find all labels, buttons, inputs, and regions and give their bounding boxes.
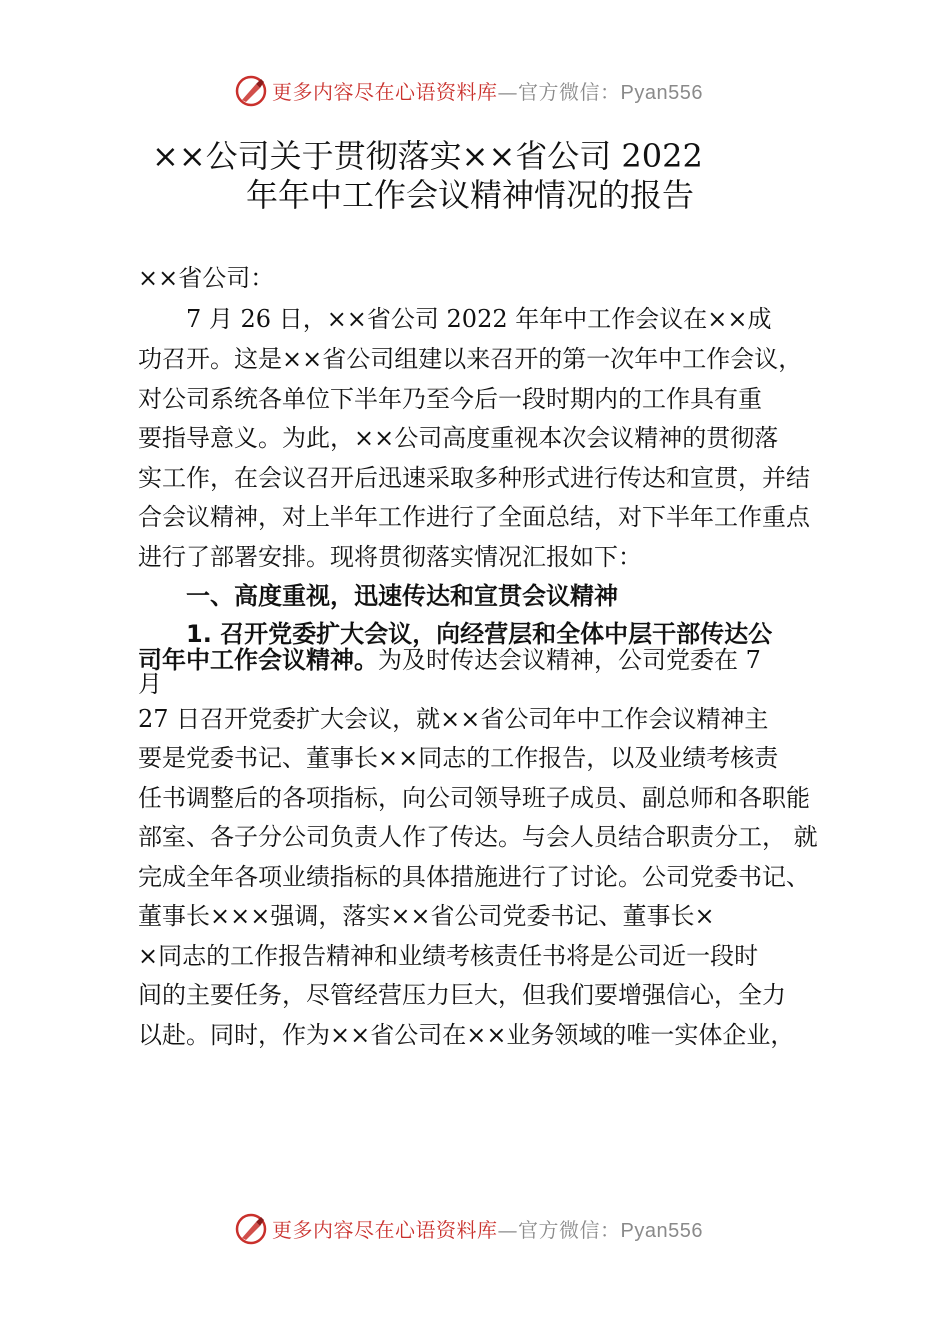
watermark-text [272,78,703,107]
watermark-red-text: 更多内容尽在心语资料库 [272,80,498,104]
item-line-month: 月 [138,670,162,698]
paragraph-line: 实工作，在会议召开后迅速采取多种形式进行传达和宣贯，并结 [138,464,810,492]
pen-nib-logo-icon [234,1212,268,1246]
pen-nib-logo-icon [234,74,268,108]
salutation: ××省公司： [138,264,275,292]
watermark-gray-text: —官方微信： [497,1218,621,1242]
item-heading-line1: 1. 召开党委扩大会议，向经营层和全体中层干部传达公 [186,620,773,648]
paragraph-line: 间的主要任务，尽管经营压力巨大，但我们要增强信心，全力 [138,981,786,1009]
paragraph-line: 董事长×××强调，落实××省公司党委书记、董事长× [138,902,715,930]
document-title-line1: ××公司关于贯彻落实××省公司 2022 [152,137,703,175]
paragraph-line: ×同志的工作报告精神和业绩考核责任书将是公司近一段时 [138,942,759,970]
item-heading-bold-tail: 司年中工作会议精神。 [138,646,378,674]
paragraph-line: 任书调整后的各项指标，向公司领导班子成员、副总师和各职能 [138,784,810,812]
document-title-line2: 年年中工作会议精神情况的报告 [246,176,695,214]
watermark-wechat-id: Pyan556 [620,82,703,104]
footer-watermark-banner [0,1210,950,1250]
watermark-red-text: 更多内容尽在心语资料库 [272,1218,498,1242]
paragraph-line: 27 日召开党委扩大会议，就××省公司年中工作会议精神主 [138,705,769,733]
paragraph-line: 合会议精神，对上半年工作进行了全面总结，对下半年工作重点 [138,503,810,531]
section-heading: 一、高度重视，迅速传达和宣贯会议精神 [186,582,618,610]
paragraph-line: 要指导意义。为此，××公司高度重视本次会议精神的贯彻落 [138,424,779,452]
paragraph-line: 功召开。这是××省公司组建以来召开的第一次年中工作会议， [138,345,803,373]
paragraph-line: 以赴。同时，作为××省公司在××业务领域的唯一实体企业， [138,1021,795,1049]
header-watermark-banner [0,72,950,112]
paragraph-line: 对公司系统各单位下半年乃至今后一段时期内的工作具有重 [138,385,762,413]
paragraph-line: 完成全年各项业绩指标的具体措施进行了讨论。公司党委书记、 [138,863,810,891]
item-text: 为及时传达会议精神，公司党委在 7 [378,646,761,674]
watermark-text [272,1216,703,1245]
paragraph-line: 部室、各子分公司负责人作了传达。与会人员结合职责分工， 就 [138,823,818,851]
item-heading-line2 [138,644,761,676]
paragraph-line: 7 月 26 日，××省公司 2022 年年中工作会议在××成 [186,305,772,333]
paragraph-line: 进行了部署安排。现将贯彻落实情况汇报如下： [138,543,642,571]
paragraph-line: 要是党委书记、董事长××同志的工作报告，以及业绩考核责 [138,744,779,772]
watermark-wechat-id: Pyan556 [620,1220,703,1242]
watermark-gray-text: —官方微信： [497,80,621,104]
